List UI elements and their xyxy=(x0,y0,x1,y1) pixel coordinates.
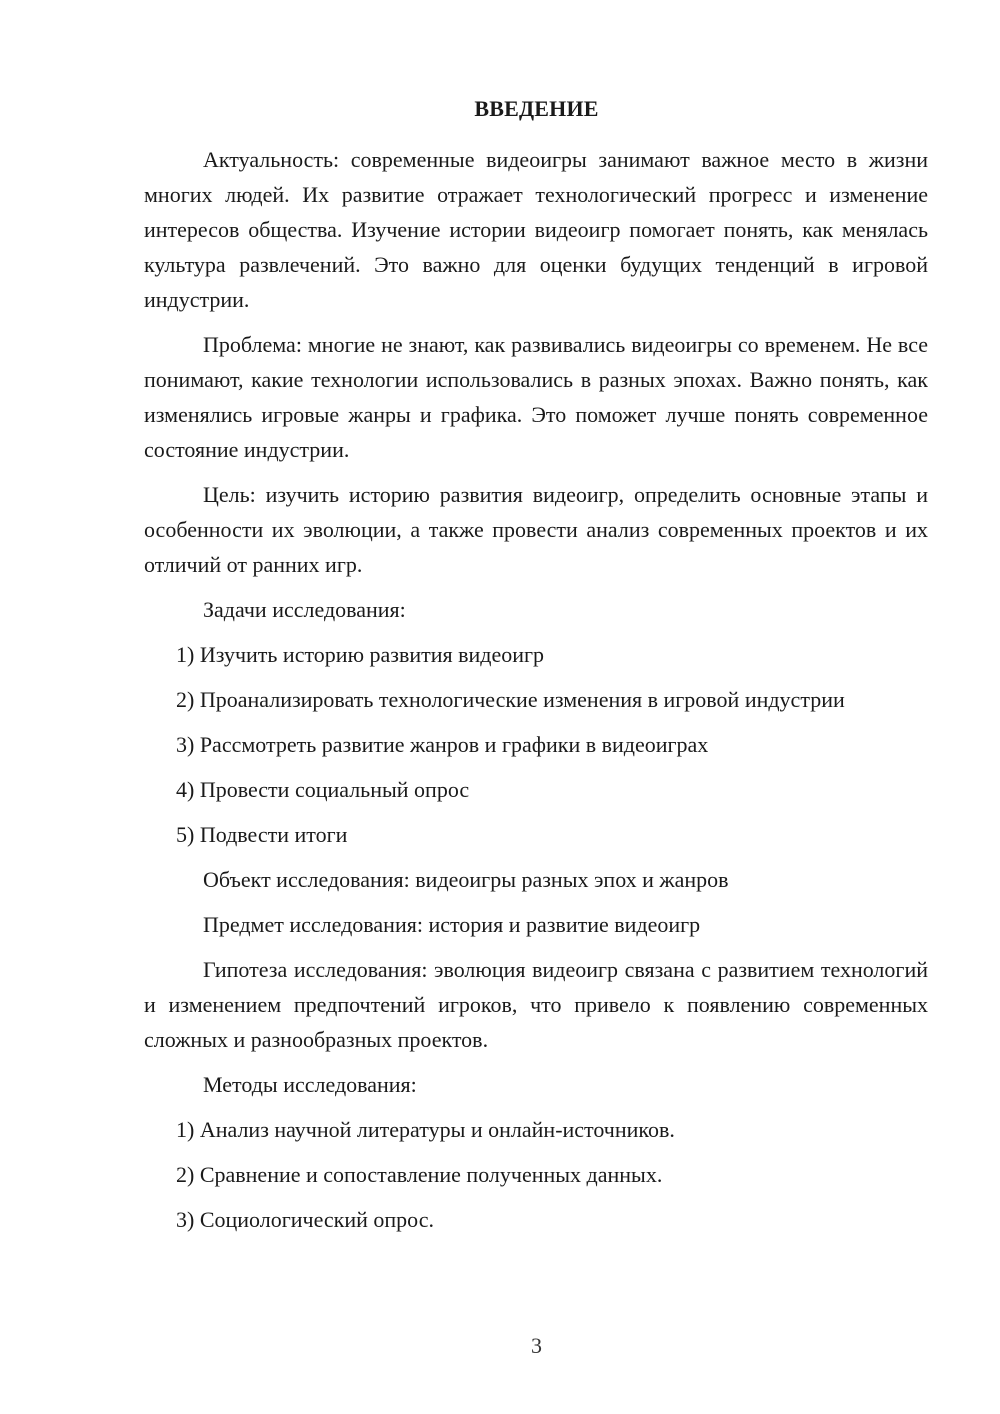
relevance-paragraph: Актуальность: современные видеоигры занимают важное место в жизни многих людей. Их развитие отражает технологический прогресс и изменение интересов общества. Изучение истории видеоигр помогает понять, как менялась культура развлечений. Это важно для оценки будущих тенденций в игровой индустрии. xyxy=(144,147,928,312)
goal-paragraph: Цель: изучить историю развития видеоигр, определить основные этапы и особенности их эволюции, а также провести анализ современных проектов и их отличий от ранних игр. xyxy=(144,482,928,577)
object-paragraph: Объект исследования: видеоигры разных эпох и жанров xyxy=(203,867,729,892)
method-item: 3) Социологический опрос. xyxy=(176,1207,434,1232)
subject-paragraph: Предмет исследования: история и развитие видеоигр xyxy=(203,912,701,937)
problem-paragraph: Проблема: многие не знают, как развивались видеоигры со временем. Не все понимают, какие технологии использовались в разных эпохах. Важно понять, как изменялись игровые жанры и графика. Это поможет лучше понять современное состояние индустрии. xyxy=(144,332,928,462)
hypothesis-paragraph: Гипотеза исследования: эволюция видеоигр связана с развитием технологий и изменением предпочтений игроков, что привело к появлению современных сложных и разнообразных проектов. xyxy=(144,957,928,1052)
method-item: 1) Анализ научной литературы и онлайн-источников. xyxy=(176,1117,675,1142)
task-item: 2) Проанализировать технологические изменения в игровой индустрии xyxy=(176,687,845,712)
section-title: ВВЕДЕНИЕ xyxy=(474,96,599,121)
task-item: 3) Рассмотреть развитие жанров и графики в видеоиграх xyxy=(176,732,709,757)
page-body xyxy=(144,142,928,1247)
page-number: 3 xyxy=(531,1333,542,1358)
tasks-heading: Задачи исследования: xyxy=(203,597,406,622)
method-item: 2) Сравнение и сопоставление полученных данных. xyxy=(176,1162,663,1187)
task-item: 5) Подвести итоги xyxy=(176,822,348,847)
task-item: 1) Изучить историю развития видеоигр xyxy=(176,642,545,667)
methods-heading: Методы исследования: xyxy=(203,1072,417,1097)
task-item: 4) Провести социальный опрос xyxy=(176,777,470,802)
